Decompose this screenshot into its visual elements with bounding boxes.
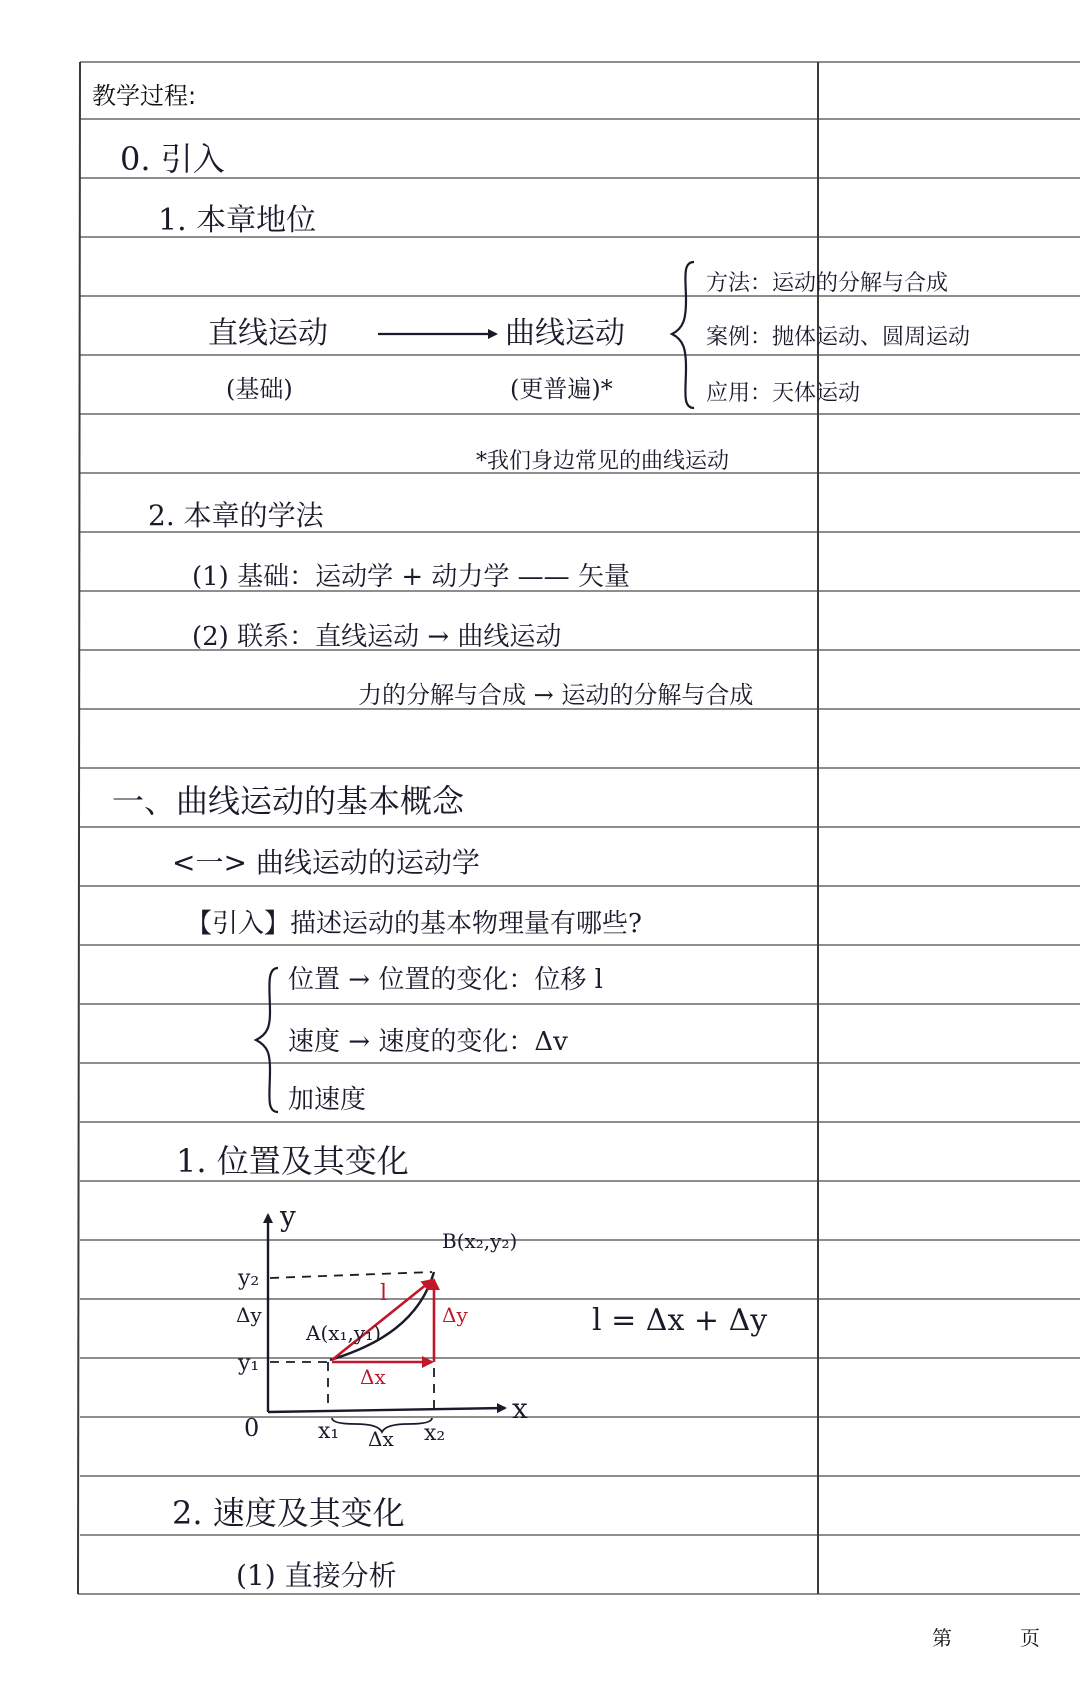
note-method-2b: 力的分解与合成 → 运动的分解与合成 bbox=[358, 681, 754, 709]
label-y-axis: y bbox=[280, 1200, 296, 1233]
page-number-label: 第 bbox=[932, 1626, 952, 1650]
note-method-1: (1) 基础：运动学 + 动力学 —— 矢量 bbox=[192, 562, 630, 592]
page-suffix-label: 页 bbox=[1020, 1626, 1040, 1650]
note-chapter-1: 一、曲线运动的基本概念 bbox=[112, 782, 465, 820]
label-origin: 0 bbox=[244, 1414, 260, 1442]
note-straight-motion: 直线运动 bbox=[208, 316, 328, 351]
note-branch-application: 应用：天体运动 bbox=[706, 381, 861, 406]
label-point-b: B(x₂,y₂) bbox=[442, 1229, 518, 1253]
note-question: 【引入】描述运动的基本物理量有哪些? bbox=[186, 909, 642, 939]
label-y2: y₂ bbox=[238, 1266, 260, 1291]
label-dx-bottom: Δx bbox=[368, 1427, 394, 1451]
note-branch-case: 案例：抛体运动、圆周运动 bbox=[706, 325, 971, 350]
guide-y2 bbox=[270, 1272, 432, 1278]
label-point-a: A(x₁,y₁) bbox=[306, 1321, 382, 1345]
note-star: *我们身边常见的曲线运动 bbox=[476, 449, 730, 474]
label-dy-left: Δy bbox=[236, 1303, 262, 1327]
note-intro: 0. 引入 bbox=[120, 140, 225, 178]
label-dx-red: Δx bbox=[360, 1365, 386, 1389]
label-dy-red: Δy bbox=[442, 1303, 468, 1327]
note-direct-analysis: (1) 直接分析 bbox=[236, 1559, 397, 1592]
label-y1: y₁ bbox=[238, 1351, 260, 1376]
brace-quantities bbox=[256, 968, 278, 1112]
displacement-diagram bbox=[236, 1200, 767, 1451]
note-more-general: (更普遍)* bbox=[510, 375, 613, 403]
label-x1: x₁ bbox=[318, 1419, 340, 1444]
label-l-vector: l bbox=[380, 1281, 388, 1306]
x-axis bbox=[268, 1408, 505, 1412]
note-method-2a: (2) 联系：直线运动 → 曲线运动 bbox=[192, 622, 562, 652]
header-label: 教学过程: bbox=[92, 82, 197, 110]
note-row-acceleration: 加速度 bbox=[288, 1085, 367, 1115]
label-x-axis: x bbox=[512, 1392, 528, 1425]
note-row-position: 位置 → 位置的变化：位移 l bbox=[288, 965, 603, 995]
note-section-1: 1. 本章地位 bbox=[158, 203, 317, 238]
note-section-2: 2. 本章的学法 bbox=[148, 499, 324, 532]
note-kinematics: <一> 曲线运动的运动学 bbox=[172, 846, 480, 879]
note-velocity-change: 2. 速度及其变化 bbox=[172, 1494, 405, 1532]
note-position-change: 1. 位置及其变化 bbox=[176, 1142, 409, 1180]
brace-branches bbox=[672, 262, 694, 408]
note-basis: (基础) bbox=[226, 375, 293, 403]
note-curve-motion: 曲线运动 bbox=[505, 316, 625, 351]
label-x2: x₂ bbox=[424, 1421, 446, 1446]
note-branch-method: 方法：运动的分解与合成 bbox=[706, 271, 949, 296]
note-row-velocity: 速度 → 速度的变化：Δv bbox=[288, 1027, 568, 1057]
displacement-equation: l = Δx + Δy bbox=[592, 1303, 768, 1338]
